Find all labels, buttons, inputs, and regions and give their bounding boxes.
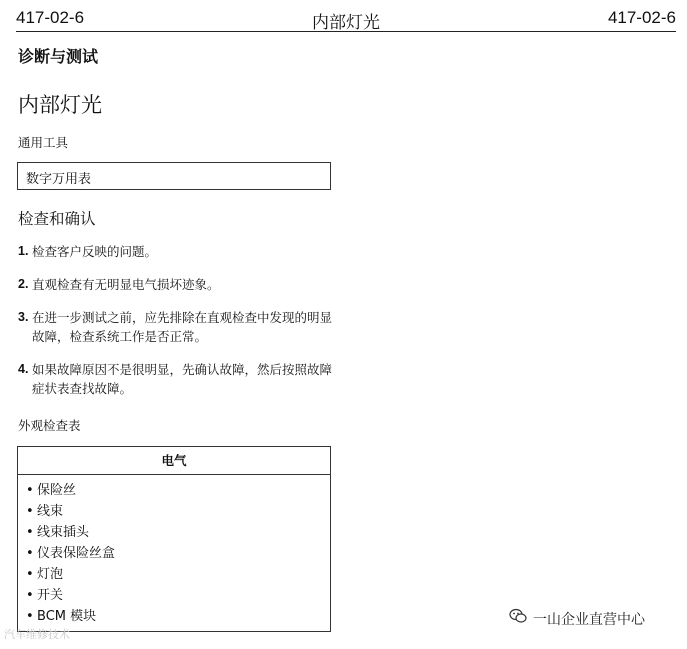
item-text: BCM 模块 [37, 609, 97, 624]
step-text: 如果故障原因不是很明显，先确认故障，然后按照故障症状表查找故障。 [32, 362, 333, 396]
step-number: 4. [18, 362, 29, 376]
check-steps-list [18, 242, 338, 412]
list-item [26, 501, 330, 522]
step-text: 检查客户反映的问题。 [32, 244, 158, 259]
step-number: 1. [18, 244, 29, 258]
bullet-icon: • [26, 525, 34, 540]
inspection-items-list [18, 475, 330, 627]
list-item [26, 480, 330, 501]
faint-watermark: 汽车维修技术 [4, 628, 70, 641]
check-step [18, 308, 338, 346]
tools-label: 通用工具 [18, 135, 69, 150]
page-title: 内部灯光 [18, 93, 102, 117]
bullet-icon: • [26, 483, 34, 498]
check-title: 检查和确认 [18, 210, 96, 228]
step-text: 直观检查有无明显电气损坏迹象。 [32, 277, 220, 292]
step-number: 2. [18, 277, 29, 291]
step-number: 3. [18, 310, 29, 324]
check-step [18, 242, 338, 261]
bullet-icon: • [26, 609, 34, 624]
list-item [26, 585, 330, 606]
wechat-icon [509, 608, 527, 624]
visual-inspection-table [17, 446, 331, 632]
watermark-text: 一山企业直营中心 [533, 612, 645, 628]
tools-table [17, 162, 331, 190]
check-step [18, 275, 338, 294]
step-text: 在进一步测试之前，应先排除在直观检查中发现的明显故障，检查系统工作是否正常。 [32, 310, 333, 344]
page-header [16, 6, 676, 32]
bullet-icon: • [26, 504, 34, 519]
check-step [18, 360, 338, 398]
tool-item: 数字万用表 [26, 172, 92, 187]
table-column-header: 电气 [18, 447, 330, 475]
page-number-right: 417-02-6 [607, 8, 676, 27]
item-text: 灯泡 [37, 567, 64, 582]
list-item [26, 606, 330, 627]
bullet-icon: • [26, 588, 34, 603]
item-text: 保险丝 [37, 483, 77, 498]
list-item [26, 522, 330, 543]
visual-inspection-label: 外观检查表 [18, 418, 81, 433]
bullet-icon: • [26, 546, 34, 561]
item-text: 开关 [37, 588, 64, 603]
item-text: 线束插头 [37, 525, 90, 540]
item-text: 线束 [37, 504, 64, 519]
bullet-icon: • [26, 567, 34, 582]
section-title: 诊断与测试 [18, 47, 99, 66]
list-item [26, 543, 330, 564]
header-title: 内部灯光 [312, 13, 380, 33]
item-text: 仪表保险丝盒 [37, 546, 116, 561]
page-number-left: 417-02-6 [16, 8, 85, 27]
list-item [26, 564, 330, 585]
